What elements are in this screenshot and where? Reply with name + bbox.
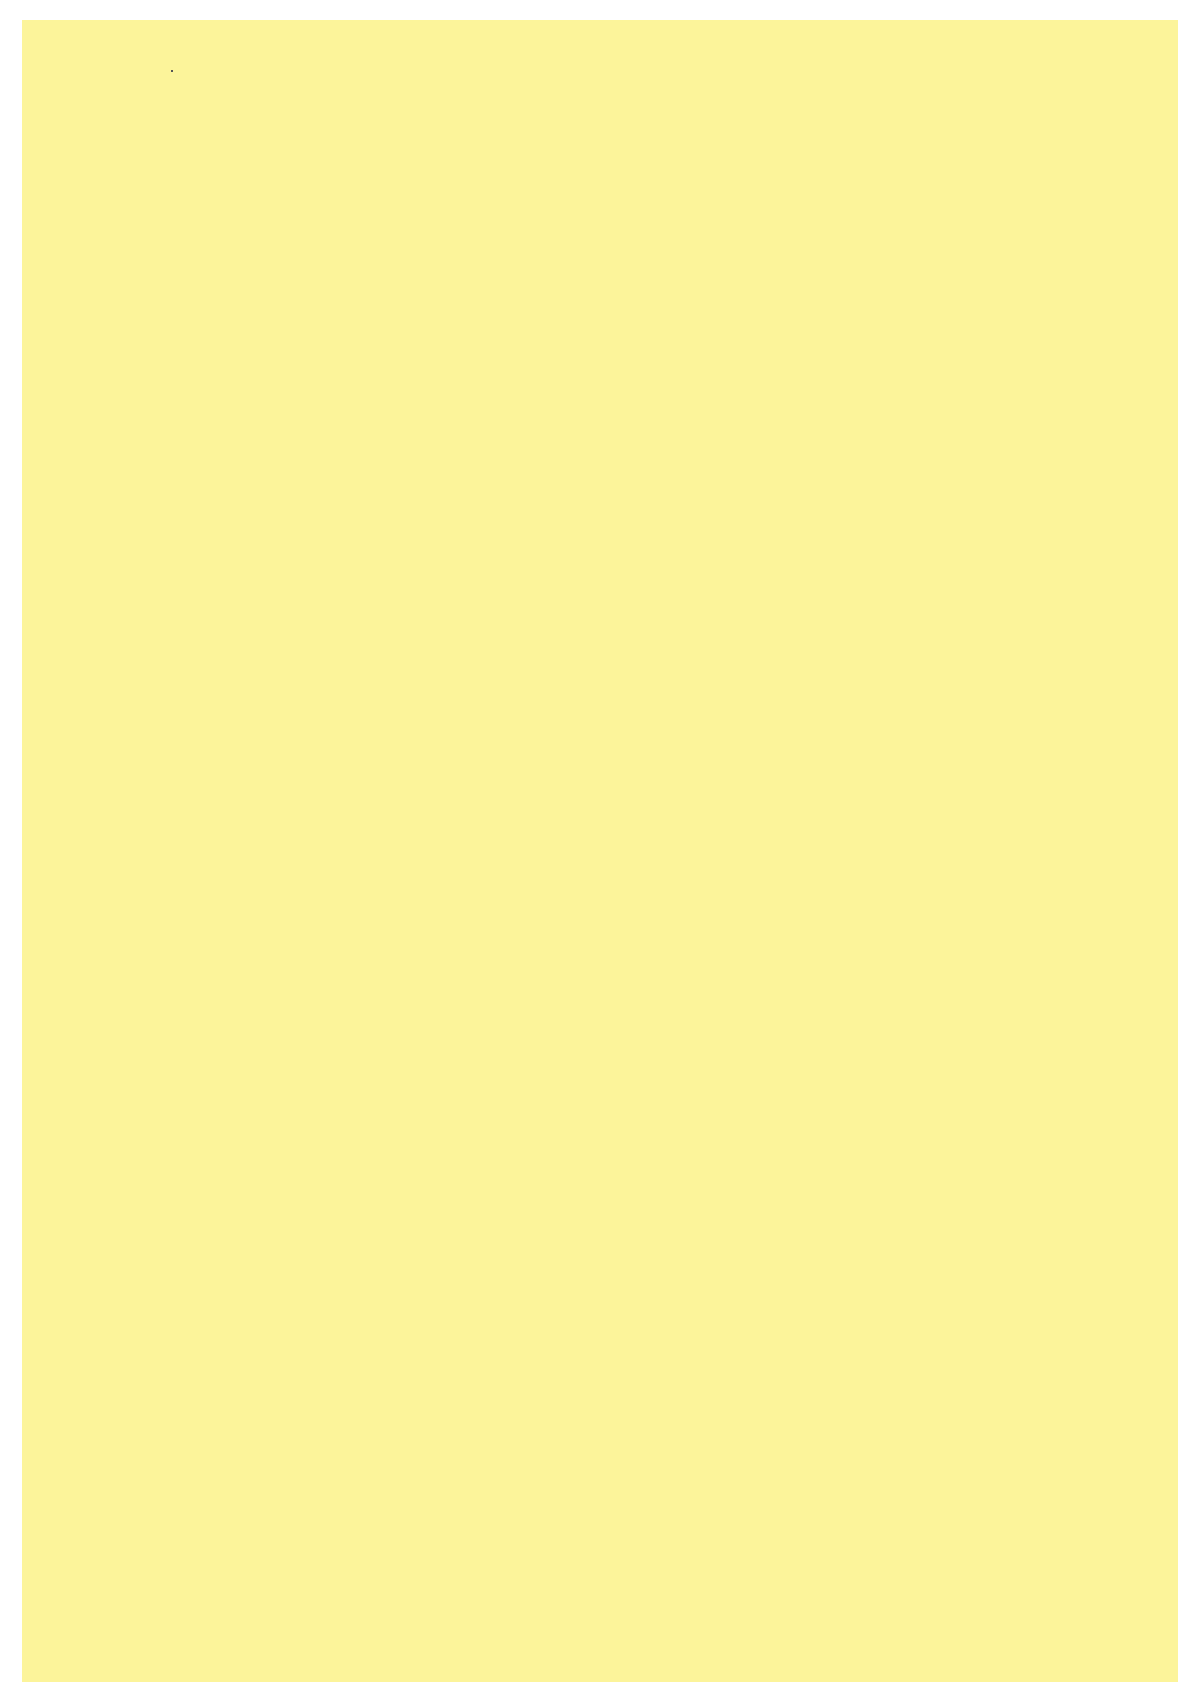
speck — [171, 70, 173, 72]
yellow-paper — [22, 20, 1178, 1682]
